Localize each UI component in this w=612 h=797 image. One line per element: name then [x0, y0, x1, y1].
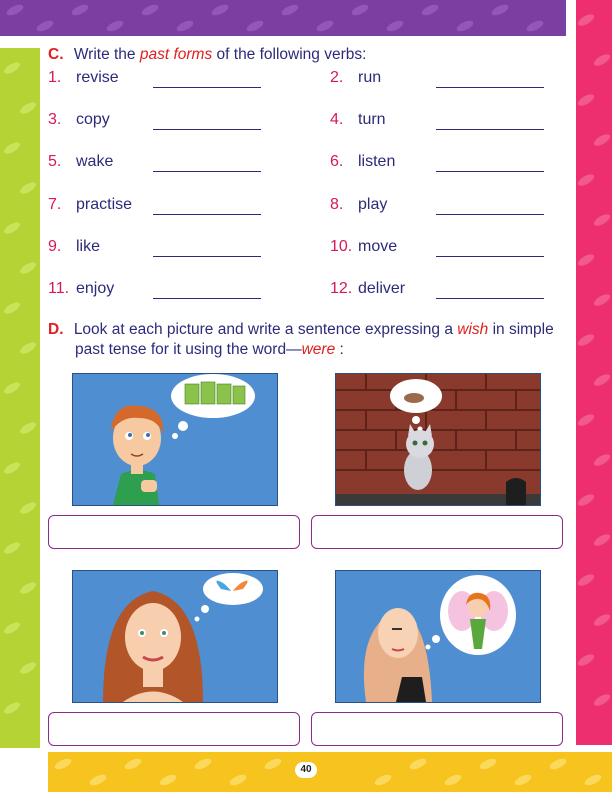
verb-word: turn: [358, 111, 386, 128]
section-c-heading: [48, 46, 366, 64]
verb-word: wake: [76, 153, 114, 170]
answer-box-3[interactable]: [48, 712, 300, 746]
answer-line[interactable]: [153, 256, 261, 257]
woman-wings-illustration: [73, 571, 277, 702]
verb-number: 2.: [330, 69, 344, 86]
verb-word: run: [358, 69, 382, 86]
answer-line[interactable]: [436, 214, 544, 215]
picture-cat-mouse: [335, 373, 541, 506]
top-band-pattern: [0, 0, 566, 36]
answer-line[interactable]: [153, 298, 261, 299]
verb-number: 4.: [330, 111, 344, 128]
answer-box-1[interactable]: [48, 515, 300, 549]
answer-line[interactable]: [153, 87, 261, 88]
verb-word: copy: [76, 111, 110, 128]
answer-line[interactable]: [153, 129, 261, 130]
section-c-letter: C.: [48, 46, 64, 63]
verb-word: like: [76, 238, 101, 255]
section-c-text-pre: Write the: [73, 46, 140, 63]
answer-line[interactable]: [436, 129, 544, 130]
verb-number: 7.: [48, 196, 62, 213]
verb-word: play: [358, 196, 388, 213]
answer-box-4[interactable]: [311, 712, 563, 746]
answer-box-2[interactable]: [311, 515, 563, 549]
verb-number: 8.: [330, 196, 344, 213]
section-c-text-post: of the following verbs:: [212, 46, 367, 63]
verb-word: move: [358, 238, 398, 255]
answer-line[interactable]: [153, 214, 261, 215]
answer-line[interactable]: [436, 256, 544, 257]
left-decorative-band: [0, 48, 40, 748]
verb-number: 5.: [48, 153, 62, 170]
answer-line[interactable]: [153, 171, 261, 172]
answer-line[interactable]: [436, 171, 544, 172]
verb-word: revise: [76, 69, 119, 86]
verb-number: 6.: [330, 153, 344, 170]
verb-number: 1.: [48, 69, 62, 86]
left-band-pattern: [0, 48, 40, 748]
girl-fairy-illustration: [336, 571, 540, 702]
verb-word: listen: [358, 153, 396, 170]
section-d-line1-emphasis: wish: [457, 321, 489, 338]
bottom-band-pattern: [48, 752, 612, 792]
picture-woman-wings: [72, 570, 278, 703]
answer-line[interactable]: [436, 298, 544, 299]
page-number: 40: [295, 762, 317, 778]
section-d-line1-post: in simple: [488, 321, 554, 338]
verb-number: 3.: [48, 111, 62, 128]
picture-girl-fairy: [335, 570, 541, 703]
boy-money-illustration: [73, 374, 277, 505]
top-decorative-band: [0, 0, 566, 36]
section-d-letter: D.: [48, 321, 64, 338]
section-d-line2-post: :: [335, 341, 344, 358]
verb-number: 9.: [48, 238, 62, 255]
verb-number: 11.: [48, 280, 70, 297]
bottom-decorative-band: [48, 752, 612, 792]
section-d-line2-pre: past tense for it using the word—: [75, 341, 302, 358]
verb-number: 12.: [330, 280, 353, 297]
right-decorative-band: [576, 0, 612, 745]
section-d-heading: [48, 320, 554, 360]
right-band-pattern: [576, 0, 612, 745]
picture-boy-money: [72, 373, 278, 506]
answer-line[interactable]: [436, 87, 544, 88]
verb-word: enjoy: [76, 280, 115, 297]
section-c-text-emphasis: past forms: [139, 46, 213, 63]
verb-word: practise: [76, 196, 133, 213]
verb-number: 10.: [330, 238, 353, 255]
section-d-line2-emphasis: were: [301, 341, 336, 358]
section-d-line1-pre: Look at each picture and write a sentence expressing a: [73, 321, 458, 338]
verb-word: deliver: [358, 280, 406, 297]
cat-mouse-illustration: [336, 374, 540, 505]
